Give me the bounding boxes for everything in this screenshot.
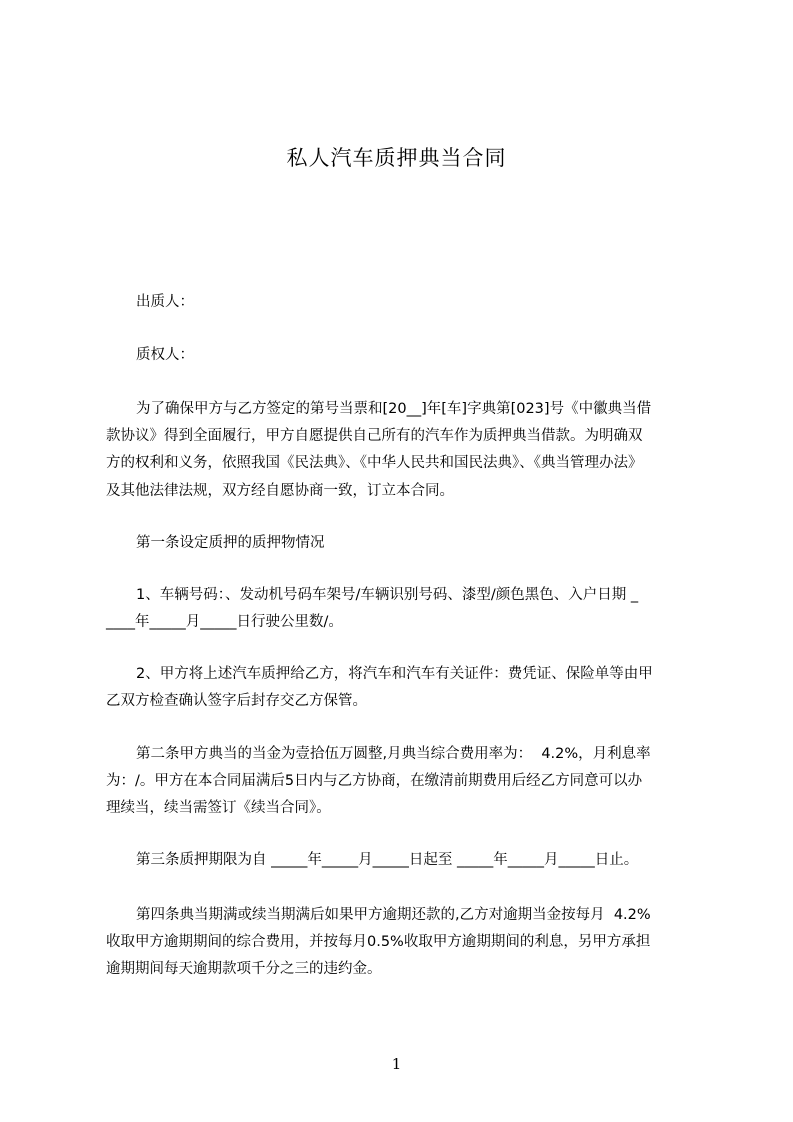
preamble-line: 方的权利和义务，依照我国《民法典》、《中华人民共和国民法典》、《典当管理办法》 [106,455,643,471]
article4-line: 逾期期间每天逾期款项千分之三的违约金。 [106,961,382,977]
article3-line: 第三条质押期限为自 _____年_____月_____日起至 _____年_____月_____日止。 [136,852,639,868]
item2-line: 乙双方检查确认签字后封存交乙方保管。 [106,693,367,709]
item1-line: 1、车辆号码：、发动机号码车架号/车辆识别号码、漆型/颜色黑色、入户日期 _ [136,587,639,603]
preamble-line: 及其他法律法规，双方经自愿协商一致，订立本合同。 [106,483,454,499]
preamble-line: 款协议》得到全面履行，甲方自愿提供自己所有的汽车作为质押典当借款。为明确双 [106,428,643,444]
article4-line: 收取甲方逾期期间的综合费用，并按每月0.5%收取甲方逾期期间的利息，另甲方承担 [106,934,651,950]
article2-line: 第二条甲方典当的当金为壹拾伍万圆整,月典当综合费用率为： 4.2%，月利息率 [136,746,651,762]
pledgor-label: 出质人： [136,294,194,310]
article2-line: 为：/。甲方在本合同届满后5日内与乙方协商，在缴清前期费用后经乙方同意可以办 [106,773,643,789]
article1-heading: 第一条设定质押的质押物情况 [136,535,325,551]
item2-line: 2、甲方将上述汽车质押给乙方，将汽车和汽车有关证件：费凭证、保险单等由甲 [136,666,653,682]
article4-line: 第四条典当期满或续当期满后如果甲方逾期还款的,乙方对逾期当金按每月 4.2% [136,907,651,923]
article2-line: 理续当，续当需签订《续当合同》。 [106,800,331,816]
pledgee-label: 质权人： [136,347,194,363]
document-title: 私人汽车质押典当合同 [286,146,507,170]
item1-line: ____年_____月_____日行驶公里数/。 [106,614,343,630]
preamble-line: 为了确保甲方与乙方签定的第号当票和[20__]年[车]字典第[023]号《中徽典当借 [136,401,652,417]
page-number: 1 [391,1055,402,1073]
